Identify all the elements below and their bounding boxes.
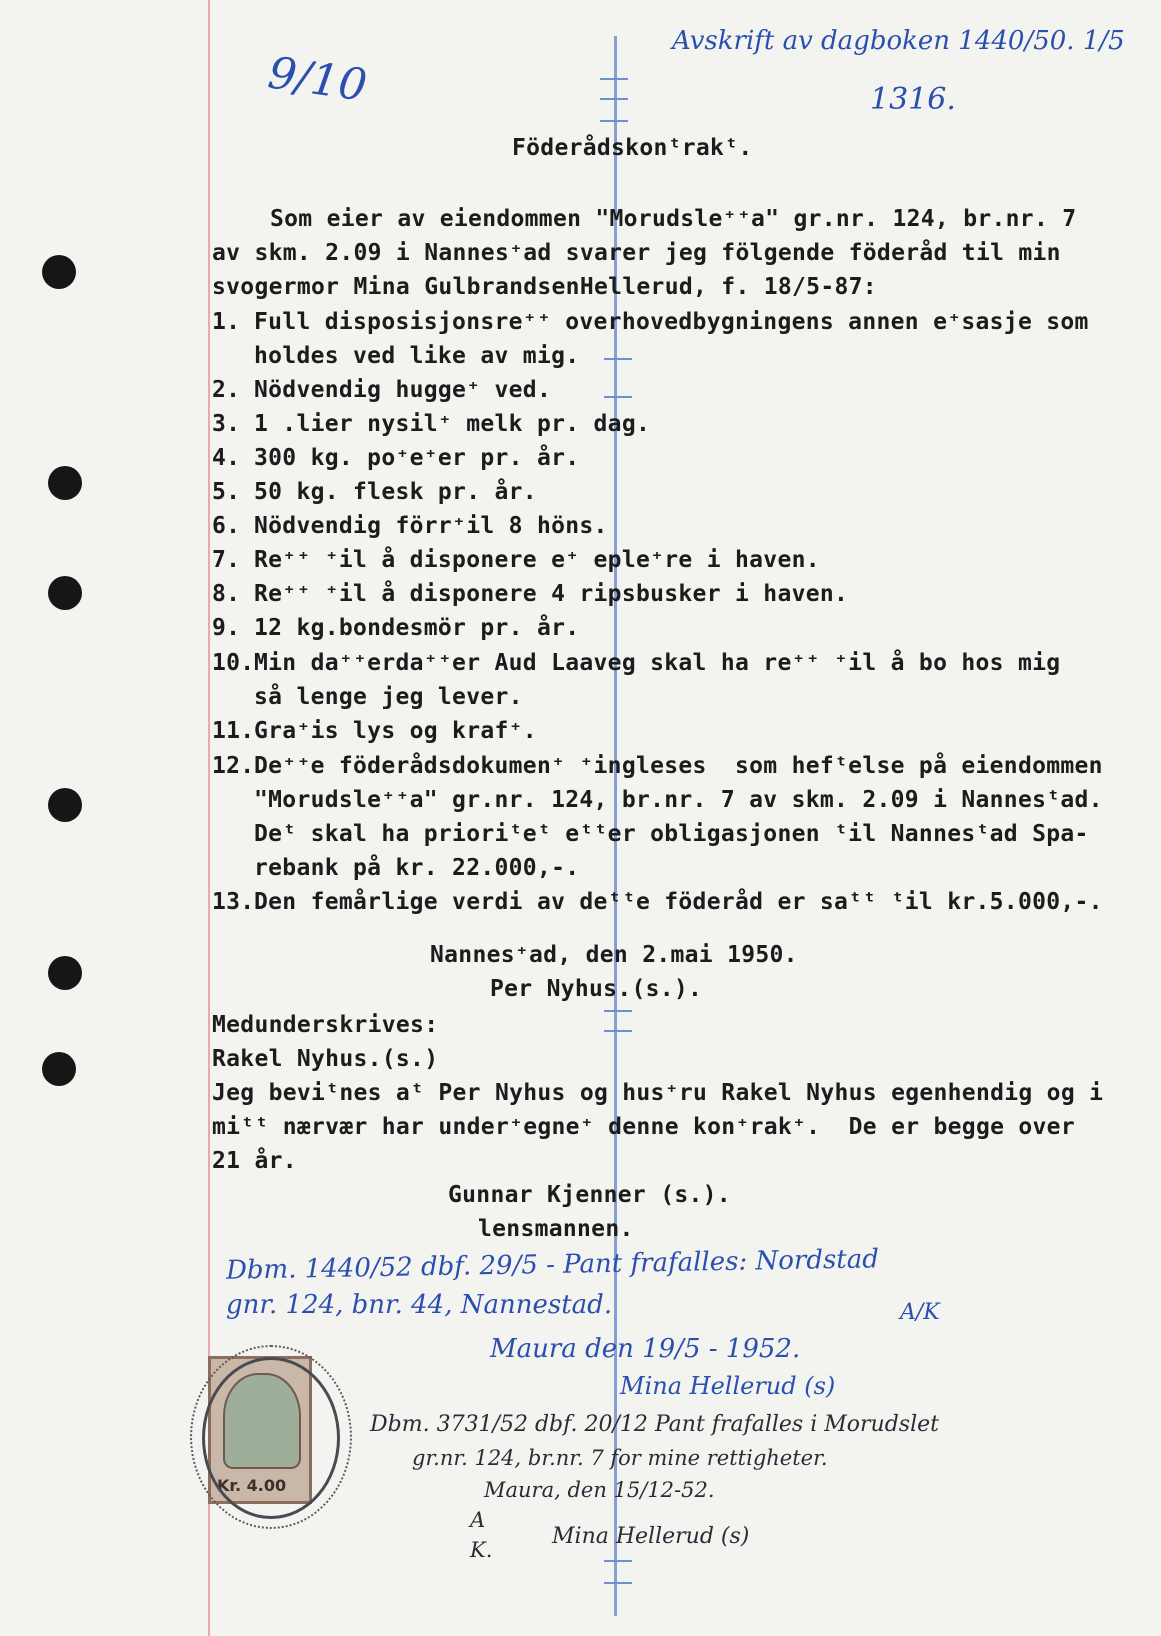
item-text: 1 .lier nysil⁺ melk pr. dag. (254, 411, 651, 437)
item-number: 1. (212, 309, 241, 335)
item-text: rebank på kr. 22.000,-. (254, 855, 580, 881)
item-text: 300 kg. po⁺e⁺er pr. år. (254, 445, 580, 471)
rule-tick (600, 78, 628, 80)
punch-hole (48, 576, 82, 610)
item-text: Min da⁺⁺erda⁺⁺er Aud Laaveg skal ha re⁺⁺ ⁺il å bo hos mig (254, 650, 1061, 676)
hand-annotation-line: Maura, den 15/12-52. (484, 1478, 715, 1502)
item-text: Den femårlige verdi av deᵗᵗe föderåd er saᵗᵗ ᵗil kr.5.000,-. (254, 889, 1103, 915)
intro-line: Som eier av eiendommen "Morudsle⁺⁺a" gr.nr. 124, br.nr. 7 (270, 206, 1077, 232)
hand-margin-mark: 9/10 (264, 47, 370, 112)
intro-line: av skm. 2.09 i Nannes⁺ad svarer jeg fölgende föderåd til min (212, 240, 1061, 266)
co-sign-label: Medunderskrives: (212, 1012, 439, 1038)
item-number: 9. (212, 615, 241, 641)
rule-tick (604, 358, 632, 360)
hand-annotation-line: Dbm. 3731/52 dbf. 20/12 Pant frafalles i Morudslet (370, 1412, 939, 1437)
hand-initials: K. (470, 1538, 493, 1562)
punch-hole (48, 466, 82, 500)
punch-hole (42, 255, 76, 289)
rule-tick (604, 1582, 632, 1584)
hand-document-number: 1316. (870, 82, 956, 117)
rule-tick (600, 120, 628, 122)
hand-annotation-line: Maura den 19/5 - 1952. (490, 1334, 801, 1364)
item-text: 12 kg.bondesmör pr. år. (254, 615, 580, 641)
item-number: 10. (212, 650, 255, 676)
item-number: 12. (212, 753, 255, 779)
signer-name: Per Nyhus.(s.). (490, 976, 703, 1002)
item-number: 13. (212, 889, 255, 915)
item-text: Deᵗ skal ha prioriᵗeᵗ eᵗᵗer obligasjonen ᵗil Nannesᵗad Spa- (254, 821, 1089, 847)
item-text: 50 kg. flesk pr. år. (254, 479, 537, 505)
cancellation-seal-ring (190, 1345, 352, 1529)
rule-tick (604, 396, 632, 398)
hand-signature: Mina Hellerud (s) (620, 1372, 836, 1400)
hand-annotation-line: gr.nr. 124, br.nr. 7 for mine rettigheter. (412, 1446, 828, 1470)
hand-reference-note: Avskrift av dagboken 1440/50. 1/5 (672, 26, 1125, 56)
item-text: Gra⁺is lys og kraf⁺. (254, 718, 537, 744)
item-number: 4. (212, 445, 241, 471)
item-text: Re⁺⁺ ⁺il å disponere e⁺ eple⁺re i haven. (254, 547, 820, 573)
witness-line: miᵗᵗ nærvær har under⁺egne⁺ denne kon⁺rak⁺. De er begge over (212, 1114, 1075, 1140)
item-text: Full disposisjonsre⁺⁺ overhovedbygningens annen e⁺sasje som (254, 309, 1089, 335)
official-name: Gunnar Kjenner (s.). (448, 1182, 731, 1208)
hand-annotation-line: gnr. 124, bnr. 44, Nannestad. (226, 1290, 613, 1320)
official-title: lensmannen. (478, 1216, 634, 1242)
co-signer-name: Rakel Nyhus.(s.) (212, 1046, 439, 1072)
rule-tick (604, 1030, 632, 1032)
item-number: 5. (212, 479, 241, 505)
item-number: 2. (212, 377, 241, 403)
item-text: så lenge jeg lever. (254, 684, 523, 710)
rule-tick (600, 98, 628, 100)
item-text: "Morudsle⁺⁺a" gr.nr. 124, br.nr. 7 av skm. 2.09 i Nannesᵗad. (254, 787, 1103, 813)
place-date: Nannes⁺ad, den 2.mai 1950. (430, 942, 798, 968)
punch-hole (48, 956, 82, 990)
item-text: holdes ved like av mig. (254, 343, 580, 369)
document-title: Föderådskonᵗrakᵗ. (512, 135, 753, 161)
item-number: 8. (212, 581, 241, 607)
item-text: De⁺⁺e föderådsdokumen⁺ ⁺ingleses som hefᵗelse på eiendommen (254, 753, 1103, 779)
intro-line: svogermor Mina GulbrandsenHellerud, f. 18/5-87: (212, 274, 877, 300)
rule-tick (604, 1560, 632, 1562)
hand-annotation-line: Dbm. 1440/52 dbf. 29/5 - Pant frafalles: Nordstad (225, 1244, 880, 1286)
item-number: 11. (212, 718, 255, 744)
witness-line: Jeg beviᵗnes aᵗ Per Nyhus og hus⁺ru Rakel Nyhus egenhendig og i (212, 1080, 1104, 1106)
punch-hole (48, 788, 82, 822)
hand-signature: Mina Hellerud (s) (552, 1524, 750, 1549)
item-text: Nödvendig förr⁺il 8 höns. (254, 513, 608, 539)
item-text: Nödvendig hugge⁺ ved. (254, 377, 552, 403)
item-number: 6. (212, 513, 241, 539)
hand-initials: A/K (900, 1300, 940, 1325)
item-number: 7. (212, 547, 241, 573)
rule-tick (604, 1010, 632, 1012)
hand-initials: A (470, 1508, 486, 1532)
item-text: Re⁺⁺ ⁺il å disponere 4 ripsbusker i haven. (254, 581, 849, 607)
revenue-stamp-value: Kr. 4.00 (217, 1476, 287, 1495)
item-number: 3. (212, 411, 241, 437)
witness-line: 21 år. (212, 1148, 297, 1174)
punch-hole (42, 1052, 76, 1086)
